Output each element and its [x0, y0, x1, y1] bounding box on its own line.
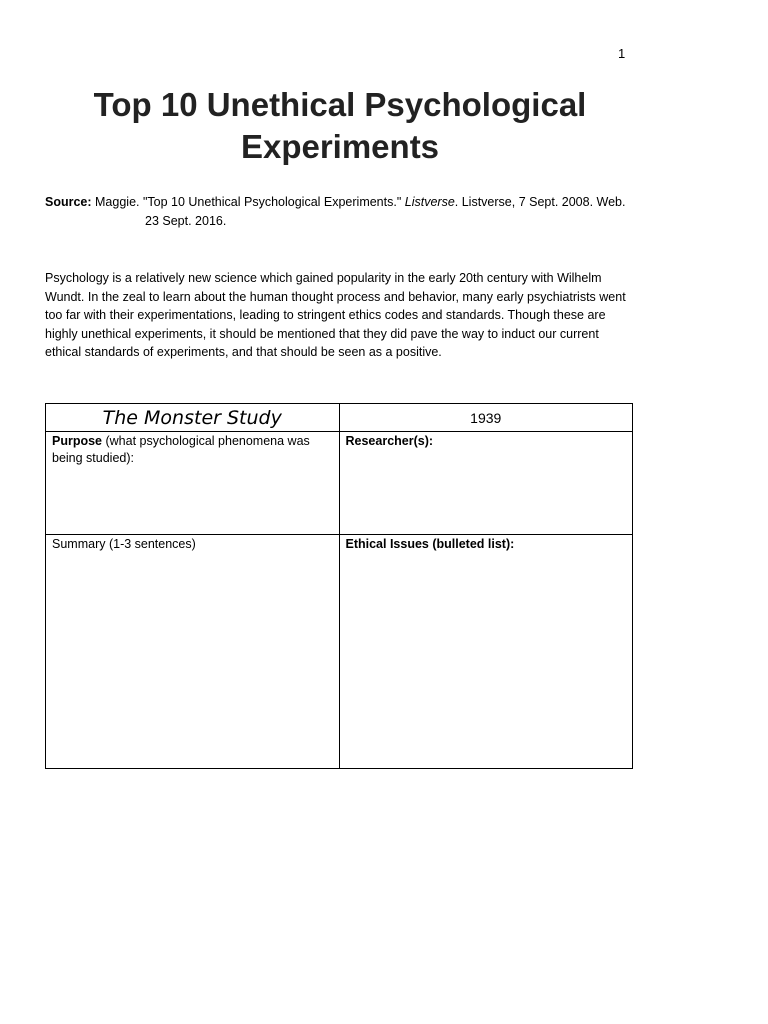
summary-label: Summary (1-3 sentences) [52, 537, 196, 551]
researchers-label: Researcher(s): [345, 434, 434, 448]
ethical-issues-cell[interactable] [339, 535, 633, 769]
purpose-label: Purpose [52, 434, 103, 448]
purpose-label-detail: (what psychological phenomena was being studied): [52, 434, 310, 465]
source-label: Source: [45, 195, 92, 209]
summary-row [46, 535, 633, 769]
purpose-cell[interactable] [46, 432, 340, 535]
title-line-2: Experiments [240, 128, 440, 165]
document-title [40, 84, 640, 168]
purpose-row [46, 432, 633, 535]
source-text-after: . Listverse, 7 Sept. 2008. Web. [454, 195, 626, 209]
source-text: Maggie. "Top 10 Unethical Psychological Experiments." [91, 195, 405, 209]
header-row [46, 404, 633, 432]
summary-cell[interactable] [46, 535, 340, 769]
ethical-issues-label: Ethical Issues (bulleted list): [345, 537, 515, 551]
study-year-cell: 1939 [339, 404, 633, 432]
experiment-worksheet-table [45, 403, 633, 769]
intro-paragraph: Psychology is a relatively new science which gained popularity in the early 20th century with Wilhelm Wundt. In the zeal to learn about the human thought process and behavior, many early psychiatrists went too far with their experimentations, leading to stringent ethics codes and standards. Though these are highly unethical experiments, it should be mentioned that they did pave the way to induct our current ethical standards of experiments, and that should be seen as a positive. [45, 271, 626, 360]
page-number: 1 [618, 46, 626, 61]
title-line-1: Top 10 Unethical Psychological [93, 86, 587, 123]
source-publication: Listverse [404, 195, 455, 209]
source-accessed-date: 23 Sept. 2016. [145, 214, 227, 228]
source-citation [45, 193, 645, 231]
study-name-cell: The Monster Study [46, 404, 340, 432]
researchers-cell[interactable] [339, 432, 633, 535]
